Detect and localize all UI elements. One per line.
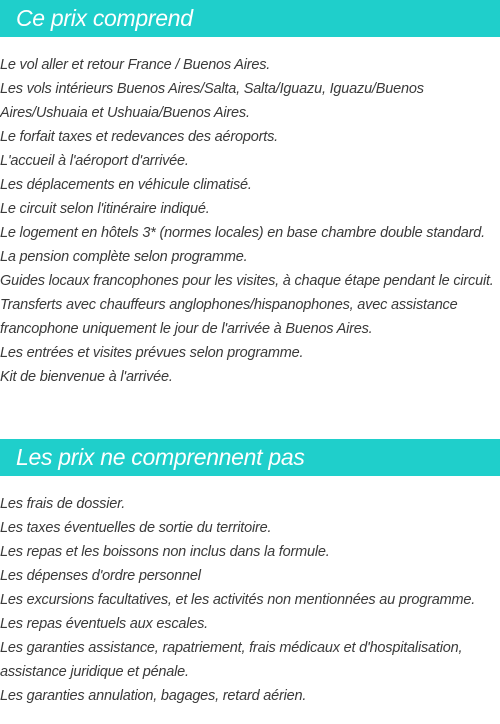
included-list — [0, 53, 500, 389]
list-item: Transferts avec chauffeurs anglophones/hispanophones, avec assistance francophone uniquement le jour de l'arrivée à Buenos Aires. — [0, 297, 458, 337]
list-item: Les déplacements en véhicule climatisé. — [0, 177, 252, 193]
list-item: Le circuit selon l'itinéraire indiqué. — [0, 201, 210, 217]
list-item: Kit de bienvenue à l'arrivée. — [0, 369, 173, 385]
section-title-included: Ce prix comprend — [0, 0, 500, 37]
list-item: Les repas et les boissons non inclus dans la formule. — [0, 544, 330, 560]
list-item: Les excursions facultatives, et les activités non mentionnées au programme. — [0, 592, 476, 608]
list-item: Les entrées et visites prévues selon programme. — [0, 345, 304, 361]
list-item: Guides locaux francophones pour les visites, à chaque étape pendant le circuit. — [0, 273, 494, 289]
list-item: Le vol aller et retour France / Buenos Aires. — [0, 57, 271, 73]
list-item: Les taxes éventuelles de sortie du territoire. — [0, 520, 272, 536]
list-item: Les frais de dossier. — [0, 496, 126, 512]
list-item: Le logement en hôtels 3* (normes locales) en base chambre double standard. — [0, 225, 485, 241]
list-item: Le forfait taxes et redevances des aéroports. — [0, 129, 278, 145]
list-item: L'accueil à l'aéroport d'arrivée. — [0, 153, 189, 169]
list-item: Les garanties annulation, bagages, retard aérien. — [0, 688, 307, 704]
list-item: Les repas éventuels aux escales. — [0, 616, 209, 632]
section-title-not-included: Les prix ne comprennent pas — [0, 439, 500, 476]
list-item: Les vols intérieurs Buenos Aires/Salta, Salta/Iguazu, Iguazu/Buenos Aires/Ushuaia et Ushuaia/Buenos Aires. — [0, 81, 424, 121]
list-item: Les dépenses d'ordre personnel — [0, 568, 201, 584]
list-item: Les garanties assistance, rapatriement, frais médicaux et d'hospitalisation, assistance juridique et pénale. — [0, 640, 463, 680]
list-item: La pension complète selon programme. — [0, 249, 248, 265]
not-included-list — [0, 492, 500, 708]
